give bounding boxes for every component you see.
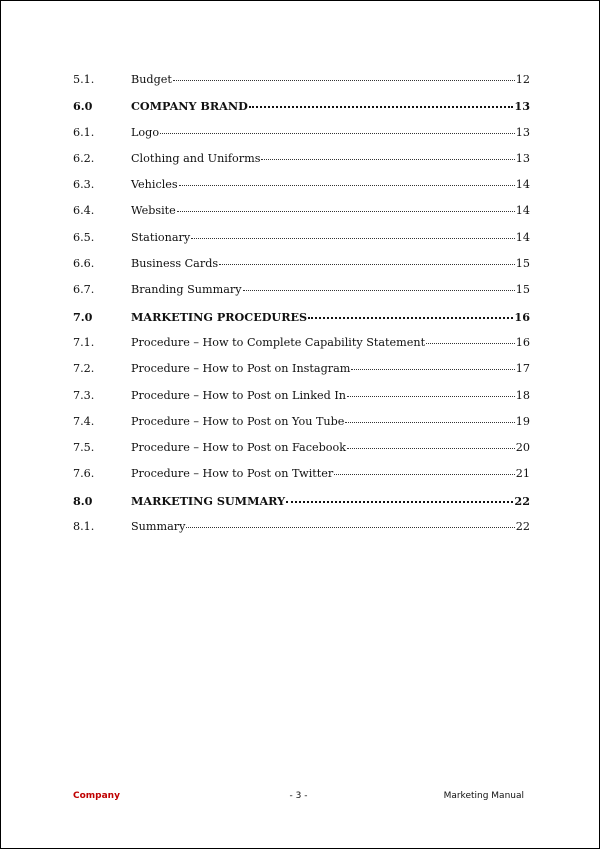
page-footer <box>73 791 524 801</box>
toc-title: Procedure – How to Complete Capability Statement <box>131 335 426 349</box>
toc-page-number: 15 <box>515 257 530 271</box>
toc-dot-leader <box>426 342 515 344</box>
toc-number: 6.5. <box>73 230 95 244</box>
toc-number: 8.1. <box>73 520 95 534</box>
toc-page-number: 16 <box>515 335 530 349</box>
toc-dot-leader <box>219 263 515 265</box>
toc-entry-row[interactable] <box>73 231 530 257</box>
toc-dot-leader <box>286 500 513 503</box>
toc-entry-row[interactable] <box>73 152 530 178</box>
toc-page-number: 20 <box>515 441 530 455</box>
toc-title: Summary <box>131 520 186 534</box>
footer-page-number: - 3 - <box>289 791 308 801</box>
toc-page-number: 21 <box>515 467 530 481</box>
toc-page-number: 18 <box>515 388 530 402</box>
toc-dot-leader <box>173 79 515 81</box>
toc-title: Procedure – How to Post on Linked In <box>131 388 347 402</box>
toc-page-number: 13 <box>515 151 530 165</box>
table-of-contents <box>73 73 530 546</box>
toc-page-number: 22 <box>514 493 530 508</box>
toc-page-number: 15 <box>515 283 530 297</box>
toc-page-number: 12 <box>515 73 530 86</box>
toc-dot-leader <box>249 105 514 108</box>
toc-title: Clothing and Uniforms <box>131 151 261 165</box>
toc-title: Vehicles <box>131 178 178 192</box>
toc-title: Procedure – How to Post on Instagram <box>131 362 351 376</box>
toc-dot-leader <box>351 368 514 370</box>
toc-number: 6.3. <box>73 178 95 192</box>
toc-number: 6.0 <box>73 99 93 114</box>
toc-number: 7.0 <box>73 309 93 324</box>
toc-number: 8.0 <box>73 493 93 508</box>
toc-title: MARKETING PROCEDURES <box>131 309 308 324</box>
toc-title: Procedure – How to Post on Facebook <box>131 441 347 455</box>
toc-entry-row[interactable] <box>73 257 530 283</box>
toc-number: 7.4. <box>73 414 95 428</box>
toc-dot-leader <box>347 447 515 449</box>
toc-page-number: 16 <box>514 309 530 324</box>
toc-title: Stationary <box>131 230 191 244</box>
toc-number: 6.4. <box>73 204 95 218</box>
toc-title: COMPANY BRAND <box>131 99 248 114</box>
toc-entry-row[interactable] <box>73 178 530 204</box>
toc-title: Procedure – How to Post on You Tube <box>131 414 345 428</box>
toc-title: Budget <box>131 73 172 86</box>
footer-document-title: Marketing Manual <box>443 791 524 801</box>
toc-page-number: 22 <box>515 520 530 534</box>
toc-title: Procedure – How to Post on Twitter <box>131 467 334 481</box>
toc-title: Branding Summary <box>131 283 242 297</box>
toc-title: Business Cards <box>131 257 219 271</box>
toc-page-number: 13 <box>515 125 530 139</box>
toc-dot-leader <box>334 473 515 475</box>
toc-number: 7.3. <box>73 388 95 402</box>
toc-entry-row[interactable] <box>73 283 530 309</box>
toc-entry-row[interactable] <box>73 415 530 441</box>
toc-entry-row[interactable] <box>73 73 530 99</box>
toc-number: 7.2. <box>73 362 95 376</box>
toc-title: Website <box>131 204 176 218</box>
toc-page-number: 14 <box>515 230 530 244</box>
toc-number: 6.6. <box>73 257 95 271</box>
toc-dot-leader <box>347 395 515 397</box>
toc-dot-leader <box>179 184 515 186</box>
toc-dot-leader <box>243 289 515 291</box>
toc-number: 5.1. <box>73 73 95 86</box>
toc-entry-row[interactable] <box>73 204 530 230</box>
toc-dot-leader <box>308 316 513 319</box>
toc-title: MARKETING SUMMARY <box>131 493 286 508</box>
toc-dot-leader <box>261 158 514 160</box>
toc-entry-row[interactable] <box>73 126 530 152</box>
toc-entry-row[interactable] <box>73 389 530 415</box>
toc-entry-row[interactable] <box>73 520 530 546</box>
toc-entry-row[interactable] <box>73 467 530 493</box>
toc-section-row[interactable] <box>73 494 530 520</box>
toc-entry-row[interactable] <box>73 441 530 467</box>
toc-number: 7.1. <box>73 335 95 349</box>
toc-dot-leader <box>160 132 515 134</box>
toc-number: 6.7. <box>73 283 95 297</box>
toc-number: 7.6. <box>73 467 95 481</box>
toc-page-number: 19 <box>515 414 530 428</box>
toc-title: Logo <box>131 125 160 139</box>
toc-entry-row[interactable] <box>73 336 530 362</box>
toc-number: 6.2. <box>73 151 95 165</box>
toc-page-number: 13 <box>514 99 530 114</box>
toc-dot-leader <box>177 210 515 212</box>
toc-page-number: 14 <box>515 204 530 218</box>
toc-page-number: 14 <box>515 178 530 192</box>
toc-entry-row[interactable] <box>73 362 530 388</box>
toc-dot-leader <box>191 237 515 239</box>
toc-dot-leader <box>345 421 514 423</box>
toc-section-row[interactable] <box>73 310 530 336</box>
toc-number: 7.5. <box>73 441 95 455</box>
toc-section-row[interactable] <box>73 99 530 125</box>
toc-dot-leader <box>186 526 514 528</box>
footer-company: Company <box>73 791 120 801</box>
toc-number: 6.1. <box>73 125 95 139</box>
toc-page-number: 17 <box>515 362 530 376</box>
